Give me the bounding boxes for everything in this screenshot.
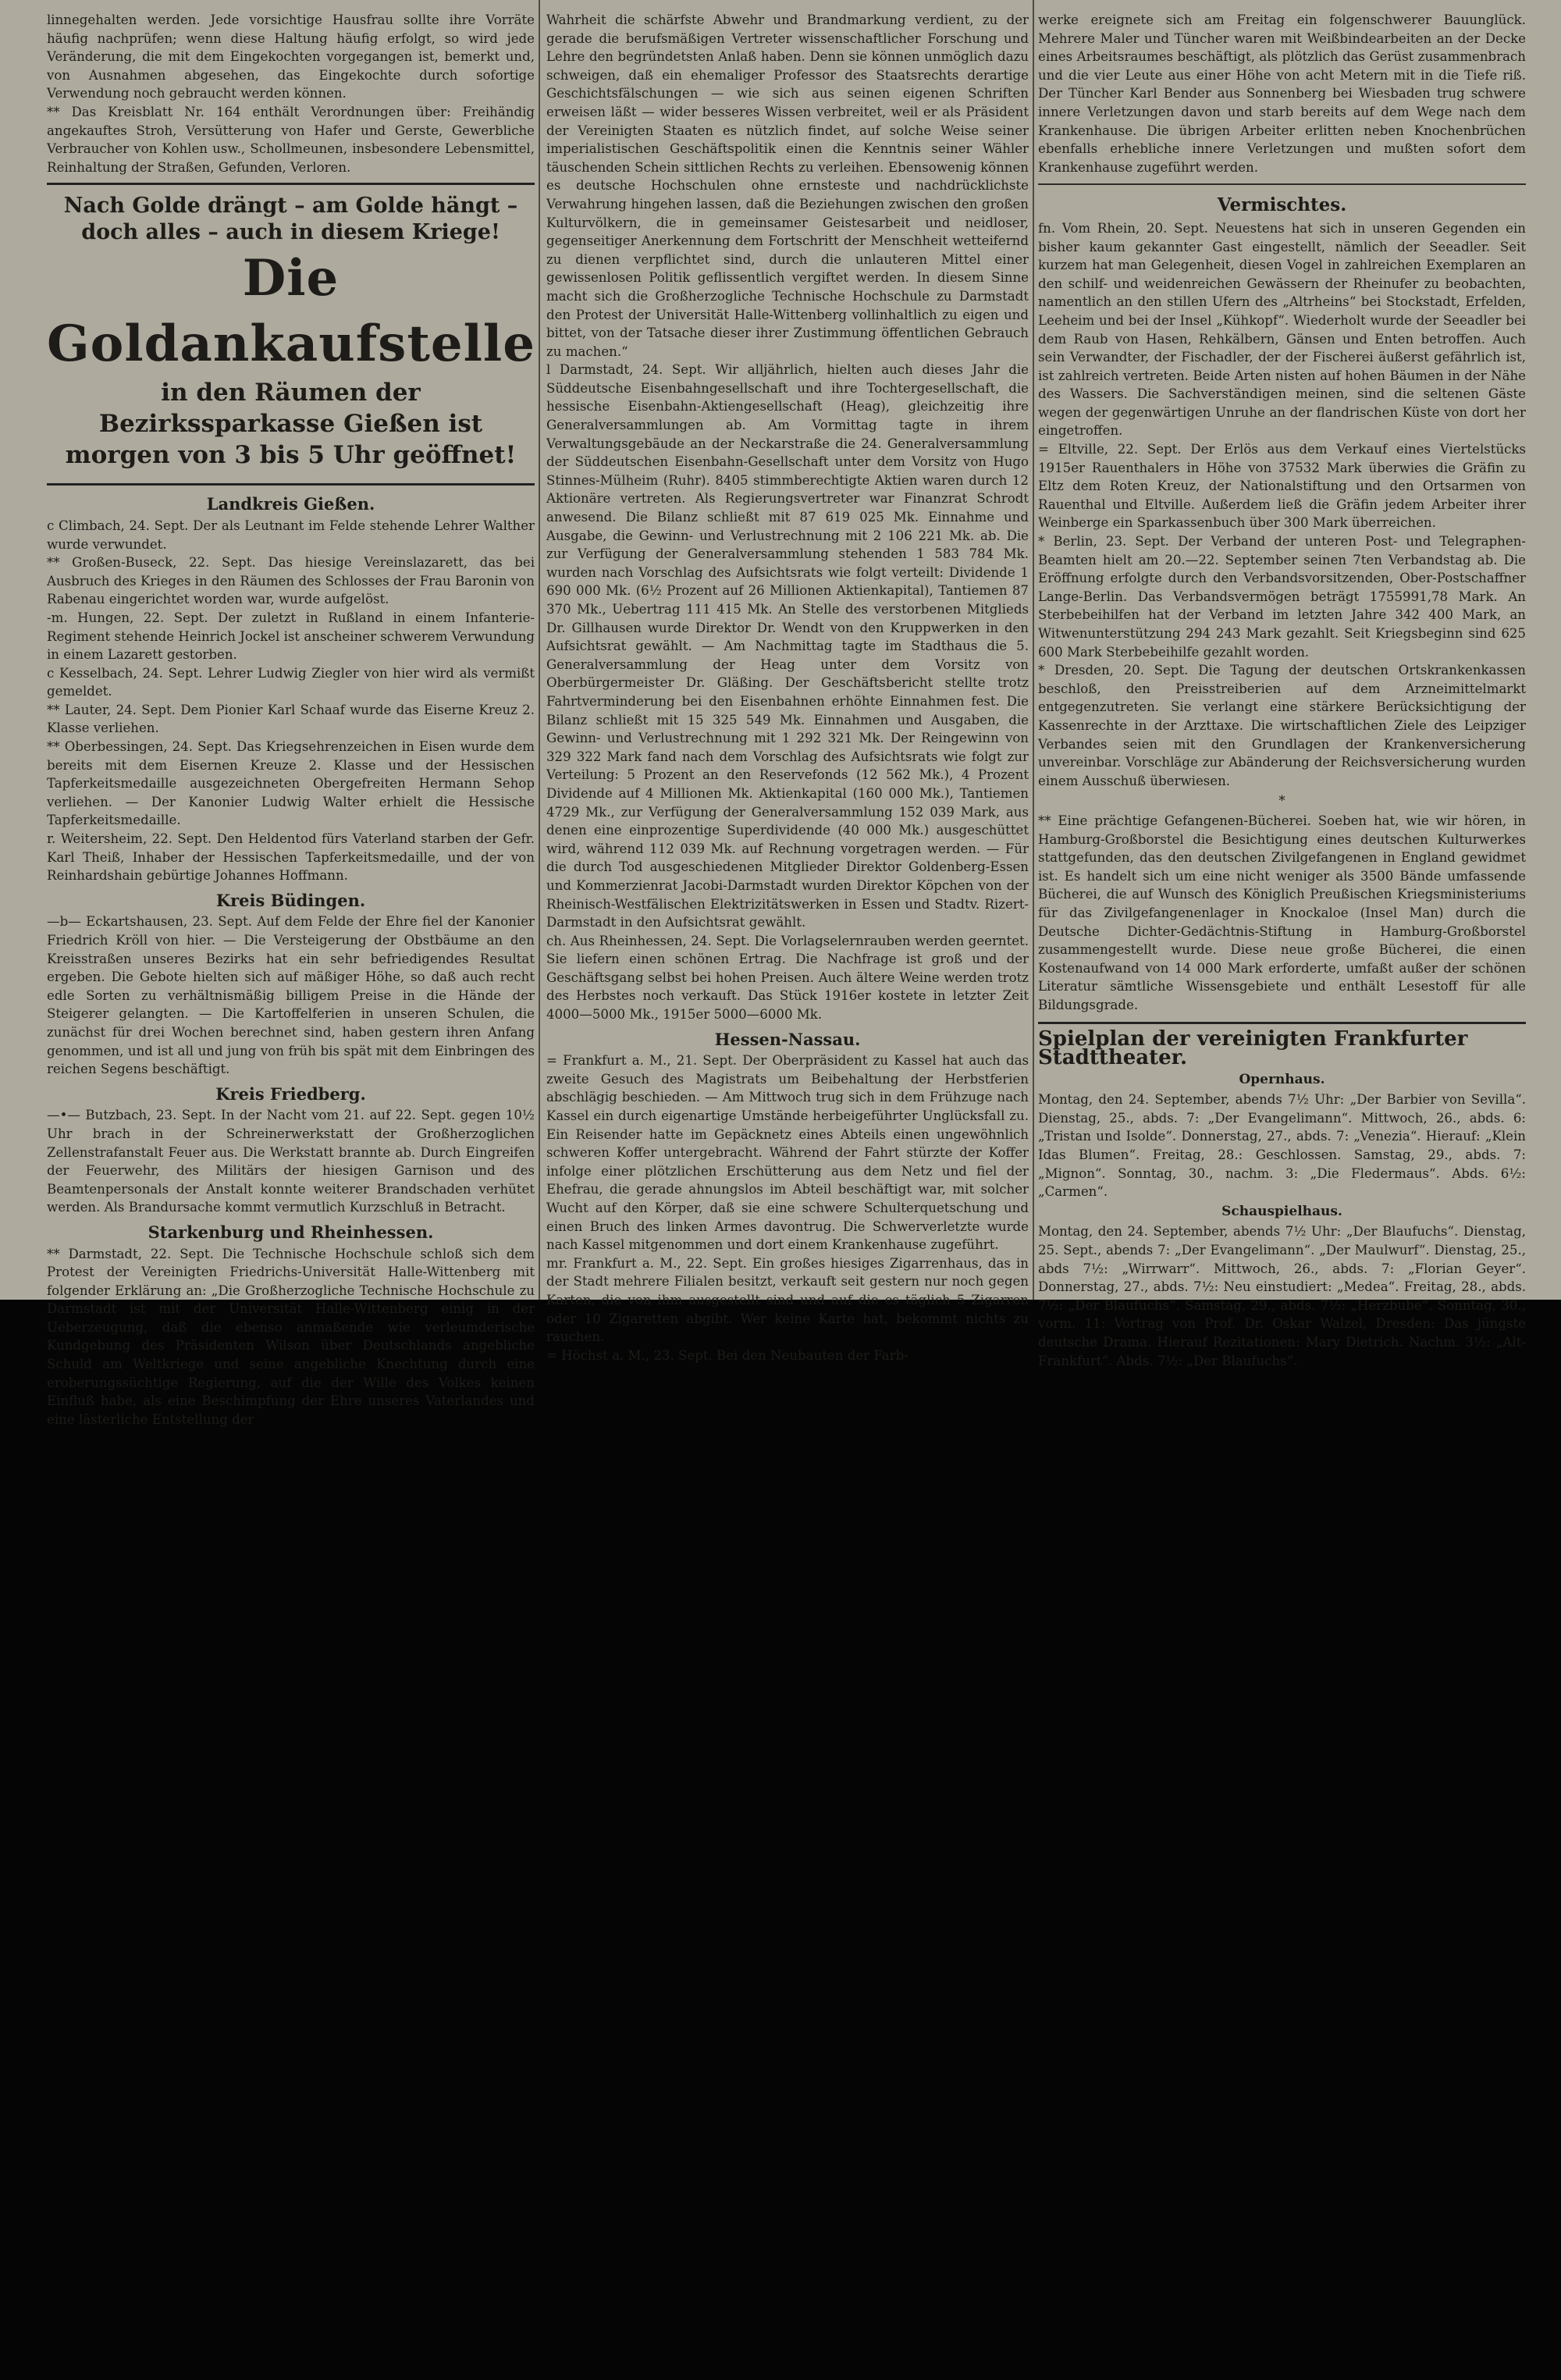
column-divider (539, 0, 540, 1300)
goldankaufstelle-ad (47, 183, 535, 486)
schauspiel-schedule: Montag, den 24. September, abends 7½ Uhr: „Der Blaufuchs“. Dienstag, 25. Sept., abends 7: „Der Evangelimann“. „Der Maulwurf“. Dienstag, 25., abds 7½: „Wirrwarr“. Mittwoch, 26., abds. 7: „Florian Geyer“. Donnerstag, 27., abds. 7½: Neu einstudiert: „Medea“. Freitag, 28., abds. 7½: „Der Blaufuchs“. Samstag, 29., abds. 7½: „Herzbube“. Sonntag, 30., vorm. 11: Vortrag von Prof. Dr. Oskar Walzel, Dresden: Das jüngste deutsche Drama. Hierauf Rezitationen: Mary Dietrich. Nachm. 3½: „Alt-Frankfurt“. Abds. 7½: „Der Blaufuchs“. (1038, 1224, 1526, 1368)
heading-hessen-nassau: Hessen-Nassau. (714, 1029, 861, 1049)
news-item: * Berlin, 23. Sept. Der Verband der unteren Post- und Telegraphen-Beamten hielt am 20.—22. September seinen 7ten Verbandstag ab. Die Eröffnung erfolgte durch den Verbandsvorsitzenden, Ober-Postschaffner Lange-Berlin. Das Verbandsvermögen beträgt 1755991,78 Mark. An Sterbebeihilfen hat der Verband im letzten Jahre 342 400 Mark, an Witwenunterstützung 294 243 Mark gezahlt. Seit Kriegsbeginn sind 625 600 Mark Sterbebeihilfe gezahlt worden. (1038, 534, 1526, 660)
column-right (1038, 0, 1526, 1368)
news-item: l Darmstadt, 24. Sept. Wir alljährlich, hielten auch dieses Jahr die Süddeutsche Eisenbahngesellschaft und ihre Tochtergesellschaft, die hessische Eisenbahn-Aktiengesellschaft (Heag), gleichzeitig ihre Generalversammlungen ab. Am Vormittag tagte in ihrem Verwaltungsgebäude an der Neckarstraße die 24. Generalversammlung der Süddeutschen Eisenbahn-Gesellschaft unter dem Vorsitz von Hugo Stinnes-Mülheim (Ruhr). 8405 stimmberechtigte Aktien waren durch 12 Aktionäre vertreten. Als Regierungsvertreter war Finanzrat Schrodt anwesend. Die Bilanz schließt mit 87 619 025 Mk. Einnahme und Ausgabe, die Gewinn- und Verlustrechnung mit 2 106 221 Mk. ab. Die zur Verfügung der Generalversammlung stehenden 1 583 784 Mk. wurden nach Vorschlag des Aufsichtsrats wie folgt verteilt: Dividende 1 690 000 Mk. (6½ Prozent auf 26 Millionen Aktienkapital), Tantiemen 87 370 Mk., Uebertrag 111 415 Mk. An Stelle des verstorbenen Mitglieds Dr. Gillhausen wurde Direktor Dr. Wendt von den Kruppwerken in den Aufsichtsrat gewählt. — Am Nachmittag tagte im Stadthaus die 5. Generalversammlung der Heag unter dem Vorsitz von Oberbürgermeister Dr. Gläßing. Der Geschäftsbericht stellte trotz Fahrtverminderung bei den Eisenbahnen erhöhte Einnahmen fest. Die Bilanz schließt mit 15 325 549 Mk. Einnahmen und Ausgaben, die Gewinn- und Verlustrechnung mit 1 292 321 Mk. Der Reingewinn von 329 322 Mark fand nach dem Vorschlag des Aufsichtsrats wie folgt zur Verteilung: 5 Prozent an den Reservefonds (12 562 Mk.), 4 Prozent Dividende auf 4 Millionen Mk. Aktienkapital (160 000 Mk.), Tantiemen 4729 Mk., zur Verfügung der Generalversammlung 152 039 Mark, aus denen eine einprozentige Superdividende (40 000 Mk.) ausgeschüttet wird, während 112 039 Mk. auf Rechnung vorgetragen werden. — Für die durch Tod ausgeschiedenen Mitglieder Direktor Goldenberg-Essen und Kommerzienrat Jacobi-Darmstadt wurden Direktor Köpchen von der Rheinisch-Westfälischen Elektrizitätswerken in Essen und Stadtv. Rizert-Darmstadt in den Aufsichtsrat gewählt. (546, 362, 1029, 930)
heading-kreis-buedingen: Kreis Büdingen. (215, 890, 366, 910)
news-item: ** Oberbessingen, 24. Sept. Das Kriegsehrenzeichen in Eisen wurde dem bereits mit dem Eisernen Kreuze 2. Klasse und der Hessischen Tapferkeitsmedaille ausgezeichneten Obergefreiten Hermann Sehop verliehen. — Der Kanonier Ludwig Walter erhielt die Hessische Tapferkeitsmedaille. (47, 739, 535, 828)
column-left (47, 0, 535, 1427)
ad-subtitle: in den Räumen der Bezirkssparkasse Gießen ist morgen von 3 bis 5 Uhr geöffnet! (65, 379, 517, 470)
news-item: ** Lauter, 24. Sept. Dem Pionier Karl Schaaf wurde das Eiserne Kreuz 2. Klasse verliehen. (47, 702, 535, 736)
heading-kreis-friedberg: Kreis Friedberg. (215, 1083, 366, 1104)
column-divider (1033, 0, 1034, 1300)
news-item: fn. Vom Rhein, 20. Sept. Neuestens hat sich in unseren Gegenden ein bisher kaum gekannter Gast eingestellt, nämlich der Seeadler. Seit kurzem hat man Gelegenheit, diesen Vogel in zahlreichen Exemplaren an den schilf- und weidenreichen Gewässern der Rheinufer zu beobachten, namentlich an den stillen Ufern des „Altrheins“ bei Stockstadt, Erfelden, Leeheim und bei der Insel „Kühkopf“. Wiederholt wurde der Seeadler bei dem Raub von Hasen, Rehkälbern, Gänsen und Enten betroffen. Auch sein Verwandter, der Fischadler, der der Fischerei äußerst gefährlich ist, ist zahlreich vertreten. Beide Arten nisten auf hohen Bäumen in der Nähe des Wassers. Die Sachverständigen meinen, sind die seltenen Gäste wegen der gegenwärtigen Unruhe an der flandrischen Küste von dort her eingetroffen. (1038, 220, 1526, 439)
article-housekeeping: linnegehalten werden. Jede vorsichtige Hausfrau sollte ihre Vorräte häufig nachprüfen; wenn diese Haltung häufig erfolgt, so wird jede Veränderung, die mit dem Eingekochten vorgegangen ist, bemerkt und, von Ausnahmen abgesehen, das Eingekochte durch sofortige Verwendung noch gebraucht werden können. (47, 12, 535, 101)
news-item: ** Eine prächtige Gefangenen-Bücherei. Soeben hat, wie wir hören, in Hamburg-Großborstel die Besichtigung eines deutschen Kulturwerkes stattgefunden, das den deutschen Zivilgefangenen in England gewidmet ist. Es handelt sich um eine nicht weniger als 3500 Bände umfassende Bücherei, die auf Wunsch des Königlich Preußischen Kriegsministeriums für das Zivilgefangenenlager in Knockaloe (Insel Man) durch die Deutsche Dichter-Gedächtnis-Stiftung in Hamburg-Großborstel zusammengestellt wurde. Diese neue große Bücherei, die einen Kostenaufwand von 14 000 Mark erforderte, umfaßt außer der schönen Literatur sämtliche Wissensgebiete und enthält Lesestoff für alle Bildungsgrade. (1038, 813, 1526, 1012)
news-item: * Dresden, 20. Sept. Die Tagung der deutschen Ortskrankenkassen beschloß, den Preisstreiberien auf dem Arzneimittelmarkt entgegenzutreten. Sie verlangt eine stärkere Berücksichtigung der Kassenrechte in der Arzttaxe. Die wirtschaftlichen Ziele des Leipziger Verbandes seien mit den Grundlagen der Krankenversicherung unvereinbar. Vorschläge zur Abänderung der Reichsversicherung wurden einem Ausschuß überwiesen. (1038, 663, 1526, 788)
news-item: ch. Aus Rheinhessen, 24. Sept. Die Vorlagselernrauben werden geerntet. Sie liefern einen schönen Ertrag. Die Nachfrage ist groß und der Geschäftsgang selbst bei hohen Preisen. Auch ältere Weine werden trotz des Herbstes noch verkauft. Das Stück 1916er kostete in letzter Zeit 4000—5000 Mk., 1915er 5000—6000 Mk. (546, 933, 1029, 1023)
heading-landkreis-giessen: Landkreis Gießen. (206, 494, 375, 514)
section-rule (1038, 183, 1526, 185)
ad-title: Die Goldankaufstelle (47, 249, 535, 374)
news-item: —b— Eckartshausen, 23. Sept. Auf dem Felde der Ehre fiel der Kanonier Friedrich Kröll von hier. — Die Versteigerung der Obstbäume an den Kreisstraßen unseres Bezirks hat ein sehr befriedigendes Resultat ergeben. Die Gebote hielten sich auf mäßiger Höhe, so daß auch recht edle Sorten zu verhältnismäßig billigem Preise in die Hände der Steigerer gelangten. — Die Kartoffelferien in unseren Schulen, die zunächst für drei Wochen berechnet sind, haben gestern ihren Anfang genommen, und ist all und jung von früh bis spät mit dem Einbringen des reichen Segens beschäftigt. (47, 914, 535, 1077)
news-item: mr. Frankfurt a. M., 22. Sept. Ein großes hiesiges Zigarrenhaus, das in der Stadt mehrere Filialen besitzt, verkauft seit gestern nur noch gegen Karten, die von ihm ausgestellt sind und auf die es täglich 5 Zigarren oder 10 Zigaretten abgibt. Wer keine Karte hat, bekommt nichts zu rauchen. (546, 1255, 1029, 1345)
heading-vermischtes: Vermischtes. (1217, 194, 1347, 216)
news-item: -m. Hungen, 22. Sept. Der zuletzt in Rußland in einem Infanterie-Regiment stehende Heinrich Jockel ist anscheiner schwerem Verwundung in einem Lazarett gestorben. (47, 610, 535, 663)
news-item: = Eltville, 22. Sept. Der Erlös aus dem Verkauf eines Viertelstücks 1915er Rauenthalers in Höhe von 37532 Mark überwies die Gräfin zu Eltz dem Roten Kreuz, der Nationalstiftung und den Ortsarmen von Rauenthal und Eltville. Außerdem ließ die Gräfin jedem Arbeiter ihrer Weinberge ein Sparkassenbuch über 300 Mark überreichen. (1038, 442, 1526, 531)
news-item: Wahrheit die schärfste Abwehr und Brandmarkung verdient, zu der gerade die berufsmäßigen Vertreter wissenschaftlicher Forschung und Lehre den begründetsten Anlaß haben. Denn sie können unmöglich dazu schweigen, daß ein ehemaliger Professor des Staatsrechts derartige Geschichtsfälschungen — wie sich aus seinen eigenen Schriften erweisen läßt — wider besseres Wissen verbreitet, weil er als Präsident der Vereinigten Staaten es nützlich findet, auf solche Weise seiner imperialistischen Geschäftspolitik einen die Kenntnis seiner Wähler täuschenden Schein sittlichen Rechts zu verleihen. Ebensowenig können es deutsche Hochschulen ohne ernsteste und nachdrücklichste Verwahrung hingehen lassen, daß die Beziehungen zwischen den großen Kulturvölkern, die in gemeinsamer Geistesarbeit und neidloser, gegenseitiger Anerkennung dem Fortschritt der Menschheit wetteifernd zu dienen verpflichtet sind, durch die unlauteren Mittel einer gewissenlosen Politik geflissentlich vergiftet werden. In diesem Sinne macht sich die Großherzogliche Technische Hochschule zu Darmstadt den Protest der Universität Halle-Wittenberg vollinhaltlich zu eigen und bittet, von der Tatsache dieser ihrer Zustimmung öffentlichen Gebrauch zu machen.“ (546, 12, 1029, 359)
news-item: ** Großen-Buseck, 22. Sept. Das hiesige Vereinslazarett, das bei Ausbruch des Krieges in den Räumen des Schlosses der Frau Baronin von Rabenau eingerichtet worden war, wurde aufgelöst. (47, 555, 535, 607)
heading-opernhaus: Opernhaus. (1239, 1071, 1325, 1087)
news-item: = Frankfurt a. M., 21. Sept. Der Oberpräsident zu Kassel hat auch das zweite Gesuch des Magistrats um Beibehaltung der Herbstferien abschlägig beschieden. — Am Mittwoch trug sich in dem Frühzuge nach Kassel ein durch eigenartige Umstände herbeigeführter Unglücksfall zu. Ein Reisender hatte im Gepäcknetz eines Abteils einen ungewöhnlich schweren Koffer untergebracht. Während der Fahrt stürzte der Koffer infolge einer plötzlichen Erschütterung aus dem Netz und fiel der Ehefrau, die gerade ahnungslos im Abteil beschäftigt war, mit solcher Wucht auf den Körper, daß sie eine schwere Schulterquetschung und einen Bruch des linken Armes davontrug. Die Schwerverletzte wurde nach Kassel mitgenommen und dort einem Krankenhause zugeführt. (546, 1053, 1029, 1253)
news-item: werke ereignete sich am Freitag ein folgenschwerer Bauunglück. Mehrere Maler und Tüncher waren mit Weißbindearbeiten an der Decke eines Arbeitsraumes beschäftigt, als plötzlich das Gerüst zusammenbrach und die vier Leute aus einer Höhe von acht Metern mit in die Tiefe riß. Der Tüncher Karl Bender aus Sonnenberg bei Wiesbaden trug schwere innere Verletzungen davon und starb bereits auf dem Wege nach dem Krankenhause. Die übrigen Arbeiter erlitten neben Knochenbrüchen ebenfalls erhebliche innere Verletzungen und mußten sofort dem Krankenhause zugeführt werden. (1038, 12, 1526, 175)
opera-schedule: Montag, den 24. September, abends 7½ Uhr: „Der Barbier von Sevilla“. Dienstag, 25., abds. 7: „Der Evangelimann“. Mittwoch, 26., abds. 6: „Tristan und Isolde“. Donnerstag, 27., abds. 7: „Venezia“. Hierauf: „Klein Idas Blumen“. Freitag, 28.: Geschlossen. Samstag, 29., abds. 7: „Mignon“. Sonntag, 30., nachm. 3: „Die Fledermaus“. Abds. 6½: „Carmen“. (1038, 1092, 1526, 1200)
heading-schauspielhaus: Schauspielhaus. (1221, 1203, 1342, 1219)
news-item: r. Weitersheim, 22. Sept. Den Heldentod fürs Vaterland starben der Gefr. Karl Theiß, Inhaber der Hessischen Tapferkeitsmedaille, und der von Reinhardshain gebürtige Johannes Hoffmann. (47, 831, 535, 884)
heading-starkenburg-rheinhessen: Starkenburg und Rheinhessen. (148, 1222, 434, 1242)
news-item: = Höchst a. M., 23. Sept. Bei den Neubauten der Farb- (546, 1347, 909, 1363)
article-kreisblatt: ** Das Kreisblatt Nr. 164 enthält Verordnungen über: Freihändig angekauftes Stroh, Versütterung von Hafer und Gerste, Gewerbliche Verbraucher von Kohlen usw., Schollmeunen, insbesondere Lebensmittel, Reinhaltung der Straßen, Gefunden, Verloren. (47, 104, 535, 175)
column-middle (546, 0, 1029, 1363)
theatre-schedule-title: Spielplan der vereinigten Frankfurter Stadttheater. (1038, 1022, 1526, 1067)
asterism: * (1278, 793, 1285, 809)
news-item: ** Darmstadt, 22. Sept. Die Technische Hochschule schloß sich dem Protest der Vereinigten Friedrichs-Universität Halle-Wittenberg mit folgender Erklärung an: „Die Großherzogliche Technische Hochschule zu Darmstadt ist mit der Universität Halle-Wittenberg einig in der Ueberzeugung, daß die ebenso anmaßende wie verleumderische Kundgebung des Präsidenten Wilson über Deutschlands angebliche Schuld am Weltkriege und seine angebliche Knechtung durch eine eroberungssüchtige Regierung, auf die der Wille des Volkes keinen Einfluß habe, als eine Beschimpfung der Ehre unseres Vaterlandes und eine lästerliche Entstellung der (47, 1246, 535, 1427)
news-item: c Kesselbach, 24. Sept. Lehrer Ludwig Ziegler von hier wird als vermißt gemeldet. (47, 665, 535, 699)
ad-slogan: Nach Golde drängt – am Golde hängt – doch alles – auch in diesem Kriege! (63, 194, 518, 245)
news-item: —•— Butzbach, 23. Sept. In der Nacht vom 21. auf 22. Sept. gegen 10½ Uhr brach in der Schreinerwerkstatt der Großherzoglichen Zellenstrafanstalt Feuer aus. Die Werkstatt brannte ab. Durch Eingreifen der Feuerwehr, des Militärs der hiesigen Garnison und des Beamtenpersonals der Anstalt konnte weiterer Brandschaden verhütet werden. Als Brandursache kommt vermutlich Kurzschluß in Betracht. (47, 1108, 535, 1215)
news-item: c Climbach, 24. Sept. Der als Leutnant im Felde stehende Lehrer Walther wurde verwundet. (47, 518, 535, 552)
